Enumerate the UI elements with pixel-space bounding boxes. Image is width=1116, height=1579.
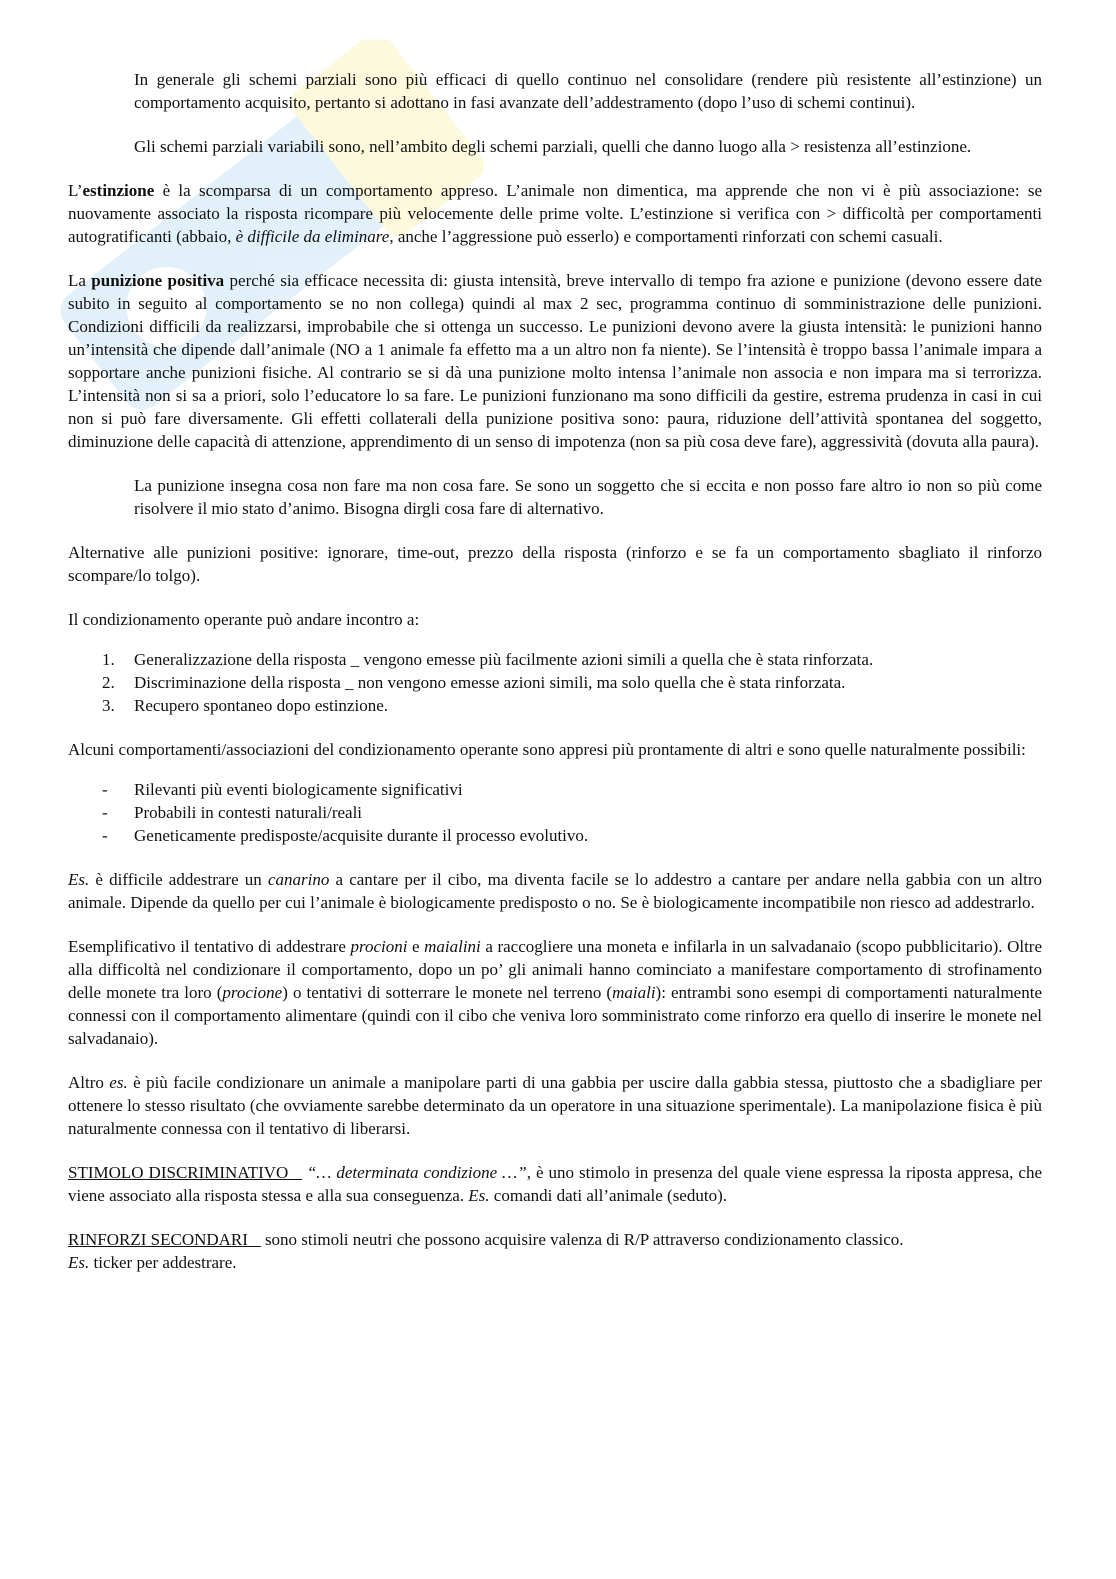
- list-item: 1. Generalizzazione della risposta _ vengono emesse più facilmente azioni simili a quella che è stata rinforzata.: [102, 650, 874, 669]
- paragraph-discriminative-stimulus: STIMOLO DISCRIMINATIVO _ “… determinata condizione …”, è uno stimolo in presenza del quale viene espressa la riposta appresa, che viene associato alla risposta stessa e alla sua conseguenza. Es. comandi dati all’animale (seduto).: [68, 1163, 1042, 1205]
- paragraph-variable-schemes: Gli schemi parziali variabili sono, nell’ambito degli schemi parziali, quelli che danno luogo alla > resistenza all’estinzione.: [134, 137, 972, 156]
- list-item: 3. Recupero spontaneo dopo estinzione.: [102, 696, 388, 715]
- list-item: - Geneticamente predisposte/acquisite durante il processo evolutivo.: [102, 826, 589, 845]
- numbered-list: [68, 648, 1042, 717]
- paragraph-extinction: L’estinzione è la scomparsa di un comportamento appreso. L’animale non dimentica, ma apprende che non vi è più associazione: se nuovamente associato la risposta ricompare più velocemente delle prime volte. L’estinzione si verifica con > difficoltà per comportamenti autogratificanti (abbaio, è difficile da eliminare, anche l’aggressione può esserlo) e comportamenti rinforzati con schemi casuali.: [68, 181, 1042, 246]
- paragraph-positive-punishment: La punizione positiva perché sia efficace necessita di: giusta intensità, breve intervallo di tempo fra azione e punizione (devono essere date subito in seguito al comportamento se no non collega) quindi al max 2 sec, programma continuo di somministrazione delle punizioni. Condizioni difficili da realizzarsi, improbabile che si ottenga un successo. Le punizioni devono avere la giusta intensità: le punizioni hanno un’intensità che dipende dall’animale (NO a 1 animale fa effetto ma a un altro non fa niente). Se l’intensità è troppo bassa l’animale impara a sopportare anche punizioni fisiche. Al contrario se si dà una punizione molto intensa l’animale non associa e non impara ma si terrorizza. L’intensità non si sa a priori, solo l’educatore lo sa fare. Le punizioni funzionano ma sono difficili da gestire, estrema prudenza in casi in cui non si può fare diversamente. Gli effetti collaterali della punizione positiva sono: paura, riduzione dell’attività spontanea del soggetto, diminuzione delle capacità di attenzione, apprendimento di un senso di impotenza (non sa più cosa deve fare), aggressività (dovuta alla paura).: [68, 271, 1042, 451]
- heading-secondary-reinforcers: RINFORZI SECONDARI _: [68, 1230, 261, 1249]
- heading-discriminative-stimulus: STIMOLO DISCRIMINATIVO _: [68, 1163, 302, 1182]
- term-positive-punishment: punizione positiva: [91, 271, 225, 290]
- term-extinction: estinzione: [82, 181, 155, 200]
- paragraph-punishment-teaches: La punizione insegna cosa non fare ma non cosa fare. Se sono un soggetto che si eccita e non posso fare altro io non so più come risolvere il mio stato d’animo. Bisogna dirgli cosa fare di alternativo.: [134, 476, 1042, 518]
- paragraph-natural-behaviours: Alcuni comportamenti/associazioni del condizionamento operante sono appresi più prontamente di altri e sono quelle naturalmente possibili:: [68, 740, 1026, 759]
- paragraph-operant-intro: Il condizionamento operante può andare incontro a:: [68, 610, 420, 629]
- list-item: 2. Discriminazione della risposta _ non vengono emesse azioni simili, ma solo quella che è stata rinforzata.: [102, 673, 846, 692]
- paragraph-partial-schemes: In generale gli schemi parziali sono più efficaci di quello continuo nel consolidare (rendere più resistente all’estinzione) un comportamento acquisito, pertanto si adottano in fasi avanzate dell’addestramento (dopo l’uso di schemi continui).: [134, 70, 1042, 112]
- document-page: [68, 68, 1042, 1295]
- paragraph-raccoon-example: Esemplificativo il tentativo di addestrare procioni e maialini a raccogliere una moneta e infilarla in un salvadanaio (scopo pubblicitario). Oltre alla difficoltà nel condizionare il comportamento, dopo un po’ gli animali hanno cominciato a manifestare comportamento di strofinamento delle monete tra loro (procione) o tentativi di sotterrare le monete nel terreno (maiali): entrambi sono esempi di comportamenti naturalmente connessi con il comportamento alimentare (quindi con il cibo che veniva loro somministrato come rinforzo era quello di inserire le monete nel salvadanaio).: [68, 937, 1042, 1048]
- list-item: - Probabili in contesti naturali/reali: [102, 803, 363, 822]
- paragraph-cage-example: Altro es. è più facile condizionare un animale a manipolare parti di una gabbia per uscire dalla gabbia stessa, piuttosto che a sbadigliare per ottenere lo stesso risultato (che ovviamente sarebbe determinato da un operatore in una situazione sperimentale). La manipolazione fisica è più naturalmente connessa con il tentativo di liberarsi.: [68, 1073, 1042, 1138]
- dash-list: [68, 778, 1042, 847]
- paragraph-alternatives: Alternative alle punizioni positive: ignorare, time-out, prezzo della risposta (rinforzo e se fa un comportamento sbagliato il rinforzo scompare/lo tolgo).: [68, 543, 1042, 585]
- paragraph-secondary-reinforcers: RINFORZI SECONDARI _ sono stimoli neutri che possono acquisire valenza di R/P attraverso condizionamento classico. Es. ticker per addestrare.: [68, 1230, 904, 1272]
- list-item: - Rilevanti più eventi biologicamente significativi: [102, 780, 463, 799]
- paragraph-canary-example: Es. è difficile addestrare un canarino a cantare per il cibo, ma diventa facile se lo addestro a cantare per andare nella gabbia con un altro animale. Dipende da quello per cui l’animale è biologicamente predisposto o no. Se è biologicamente incompatibile non riesco ad addestrarlo.: [68, 870, 1042, 912]
